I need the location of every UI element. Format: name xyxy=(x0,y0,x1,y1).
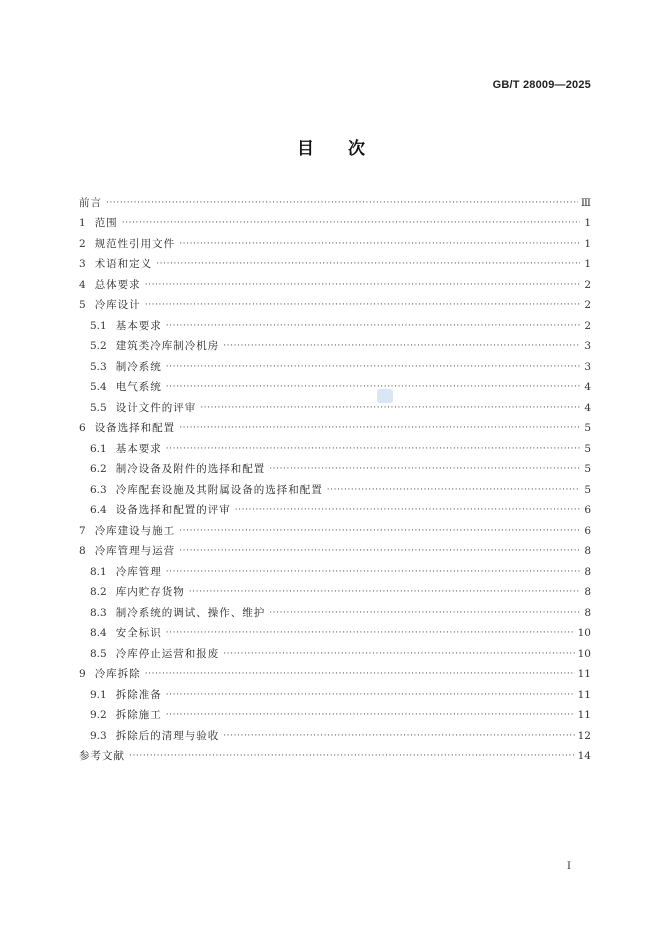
toc-dot-leader xyxy=(223,730,574,743)
toc-dot-leader xyxy=(166,443,580,456)
toc-entry-label: 冷库管理 xyxy=(115,565,162,578)
toc-entry[interactable] xyxy=(79,497,591,518)
toc-entry-page: 4 xyxy=(584,381,591,393)
toc-entry-number: 1 xyxy=(79,217,86,229)
toc-entry[interactable] xyxy=(79,476,591,497)
toc-dot-leader xyxy=(122,217,580,230)
toc-entry-number: 6.4 xyxy=(90,504,107,516)
toc-entry-number: 7 xyxy=(79,524,86,537)
toc-entry[interactable] xyxy=(79,579,591,600)
toc-entry-label: 设计文件的评审 xyxy=(115,401,197,414)
toc-entry-number: 2 xyxy=(79,237,86,250)
toc-entry-page: 10 xyxy=(577,627,591,639)
toc-entry[interactable] xyxy=(79,702,591,723)
toc-entry-page: 5 xyxy=(584,463,591,475)
toc-entry[interactable] xyxy=(79,722,591,743)
toc-entry-number: 9 xyxy=(79,668,86,680)
toc-dot-leader xyxy=(235,504,580,517)
toc-entry-page: 8 xyxy=(584,606,591,619)
toc-entry-page: 8 xyxy=(584,565,591,578)
page-number: Ⅰ xyxy=(567,861,571,872)
toc-dot-leader xyxy=(145,279,580,292)
toc-entry-number: 5.1 xyxy=(90,319,107,332)
toc-entry-label: 冷库建设与施工 xyxy=(94,524,176,537)
toc-dot-leader xyxy=(166,381,580,394)
toc-entry[interactable] xyxy=(79,661,591,682)
toc-entry[interactable] xyxy=(79,743,591,764)
toc-dot-leader xyxy=(145,299,580,312)
toc-entry[interactable] xyxy=(79,599,591,620)
toc-entry-label: 基本要求 xyxy=(115,442,162,455)
toc-entry-page: 2 xyxy=(584,278,591,291)
toc-entry-label: 拆除准备 xyxy=(115,688,162,701)
toc-entry-page: 8 xyxy=(584,545,591,557)
toc-entry-label: 参考文献 xyxy=(79,750,125,762)
toc-entry-label: 前言 xyxy=(79,196,102,209)
toc-entry-page: 5 xyxy=(584,422,591,434)
table-of-contents xyxy=(79,189,591,763)
toc-entry-number: 8.4 xyxy=(90,627,107,639)
toc-entry[interactable] xyxy=(79,292,591,313)
toc-entry-label: 建筑类冷库制冷机房 xyxy=(115,340,220,352)
toc-entry-page: Ⅲ xyxy=(580,196,591,209)
toc-dot-leader xyxy=(166,689,575,702)
toc-entry-page: 3 xyxy=(584,340,591,352)
toc-entry[interactable] xyxy=(79,374,591,395)
toc-entry-number: 8.1 xyxy=(90,565,107,578)
toc-entry[interactable] xyxy=(79,189,591,210)
toc-entry-label: 范围 xyxy=(94,217,118,229)
toc-entry-number: 8.5 xyxy=(90,647,107,660)
toc-entry-page: 11 xyxy=(577,709,591,721)
toc-entry[interactable] xyxy=(79,210,591,231)
toc-entry-label: 术语和定义 xyxy=(94,258,153,270)
toc-entry-label: 设备选择和配置的评审 xyxy=(115,504,231,516)
toc-entry-label: 拆除后的清理与验收 xyxy=(115,729,220,742)
toc-dot-leader xyxy=(179,525,580,538)
toc-entry-page: 5 xyxy=(584,442,591,455)
toc-entry-page: 1 xyxy=(584,217,591,229)
toc-entry-label: 总体要求 xyxy=(94,278,141,291)
toc-entry-label: 基本要求 xyxy=(115,319,162,332)
toc-entry-page: 10 xyxy=(577,647,591,660)
toc-entry[interactable] xyxy=(79,415,591,436)
toc-entry-label: 规范性引用文件 xyxy=(94,237,176,250)
toc-entry-label: 冷库配套设施及其附属设备的选择和配置 xyxy=(115,483,323,496)
toc-dot-leader xyxy=(166,709,575,722)
toc-dot-leader xyxy=(106,197,578,210)
toc-entry[interactable] xyxy=(79,456,591,477)
toc-dot-leader xyxy=(145,668,575,681)
toc-dot-leader xyxy=(189,586,580,599)
toc-dot-leader xyxy=(156,258,580,271)
toc-entry-page: 4 xyxy=(584,401,591,414)
toc-entry-number: 8 xyxy=(79,545,86,557)
toc-dot-leader xyxy=(179,238,580,251)
toc-entry[interactable] xyxy=(79,333,591,354)
toc-entry-number: 6.3 xyxy=(90,483,107,496)
toc-entry-page: 6 xyxy=(584,504,591,516)
toc-entry-label: 冷库管理与运营 xyxy=(94,545,176,557)
toc-entry-number: 6.1 xyxy=(90,442,107,455)
toc-entry[interactable] xyxy=(79,271,591,292)
toc-entry[interactable] xyxy=(79,620,591,641)
toc-entry-page: 8 xyxy=(584,586,591,598)
toc-entry-page: 1 xyxy=(584,237,591,250)
toc-entry-number: 9.1 xyxy=(90,688,107,701)
toc-dot-leader xyxy=(129,750,575,763)
toc-entry-number: 6.2 xyxy=(90,463,107,475)
toc-entry-page: 11 xyxy=(577,668,591,680)
page-title xyxy=(0,134,662,159)
toc-dot-leader xyxy=(269,463,580,476)
toc-entry[interactable] xyxy=(79,251,591,272)
toc-dot-leader xyxy=(166,320,580,333)
toc-entry-number: 5.2 xyxy=(90,340,107,352)
toc-entry-number: 5.4 xyxy=(90,381,107,393)
title-char-1: 目 xyxy=(297,139,314,159)
toc-entry[interactable] xyxy=(79,640,591,661)
toc-entry-number: 6 xyxy=(79,422,86,434)
toc-dot-leader xyxy=(166,361,580,374)
toc-dot-leader xyxy=(166,627,575,640)
toc-dot-leader xyxy=(327,484,580,497)
toc-entry-number: 3 xyxy=(79,258,86,270)
standard-code: GB/T 28009—2025 xyxy=(492,79,591,91)
toc-entry-number: 5.5 xyxy=(90,401,107,414)
toc-entry[interactable] xyxy=(79,681,591,702)
toc-entry-label: 电气系统 xyxy=(115,381,162,393)
toc-entry-label: 冷库拆除 xyxy=(94,668,141,680)
toc-entry-label: 制冷设备及附件的选择和配置 xyxy=(115,463,266,475)
toc-entry-page: 6 xyxy=(584,524,591,537)
toc-entry-page: 12 xyxy=(577,729,591,742)
toc-dot-leader xyxy=(269,607,580,620)
toc-entry[interactable] xyxy=(79,435,591,456)
toc-dot-leader xyxy=(200,402,580,415)
toc-entry-number: 9.2 xyxy=(90,709,107,721)
toc-entry-page: 11 xyxy=(577,688,591,701)
toc-entry-label: 安全标识 xyxy=(115,627,162,639)
toc-entry-label: 制冷系统 xyxy=(115,360,162,373)
toc-entry-number: 5.3 xyxy=(90,360,107,373)
toc-entry-page: 3 xyxy=(584,360,591,373)
toc-entry[interactable] xyxy=(79,394,591,415)
toc-entry-page: 14 xyxy=(577,750,591,762)
toc-entry-number: 9.3 xyxy=(90,729,107,742)
toc-entry[interactable] xyxy=(79,538,591,559)
toc-entry[interactable] xyxy=(79,517,591,538)
toc-entry-label: 冷库停止运营和报废 xyxy=(115,647,220,660)
toc-dot-leader xyxy=(166,566,580,579)
toc-entry-page: 2 xyxy=(584,319,591,332)
toc-entry-label: 冷库设计 xyxy=(94,299,141,311)
toc-entry-page: 1 xyxy=(584,258,591,270)
toc-entry-label: 拆除施工 xyxy=(115,709,162,721)
toc-entry-number: 8.2 xyxy=(90,586,107,598)
toc-entry-page: 2 xyxy=(584,299,591,311)
toc-dot-leader xyxy=(223,648,574,661)
toc-entry[interactable] xyxy=(79,353,591,374)
toc-entry[interactable] xyxy=(79,230,591,251)
toc-entry-page: 5 xyxy=(584,483,591,496)
toc-entry[interactable] xyxy=(79,558,591,579)
toc-entry-number: 8.3 xyxy=(90,606,107,619)
toc-dot-leader xyxy=(179,422,580,435)
toc-dot-leader xyxy=(223,340,580,353)
toc-entry-label: 库内贮存货物 xyxy=(115,586,185,598)
title-char-2: 次 xyxy=(348,139,365,159)
toc-entry[interactable] xyxy=(79,312,591,333)
toc-entry-label: 设备选择和配置 xyxy=(94,422,176,434)
toc-entry-number: 4 xyxy=(79,278,86,291)
toc-entry-number: 5 xyxy=(79,299,86,311)
toc-entry-label: 制冷系统的调试、操作、维护 xyxy=(115,606,266,619)
toc-dot-leader xyxy=(179,545,580,558)
